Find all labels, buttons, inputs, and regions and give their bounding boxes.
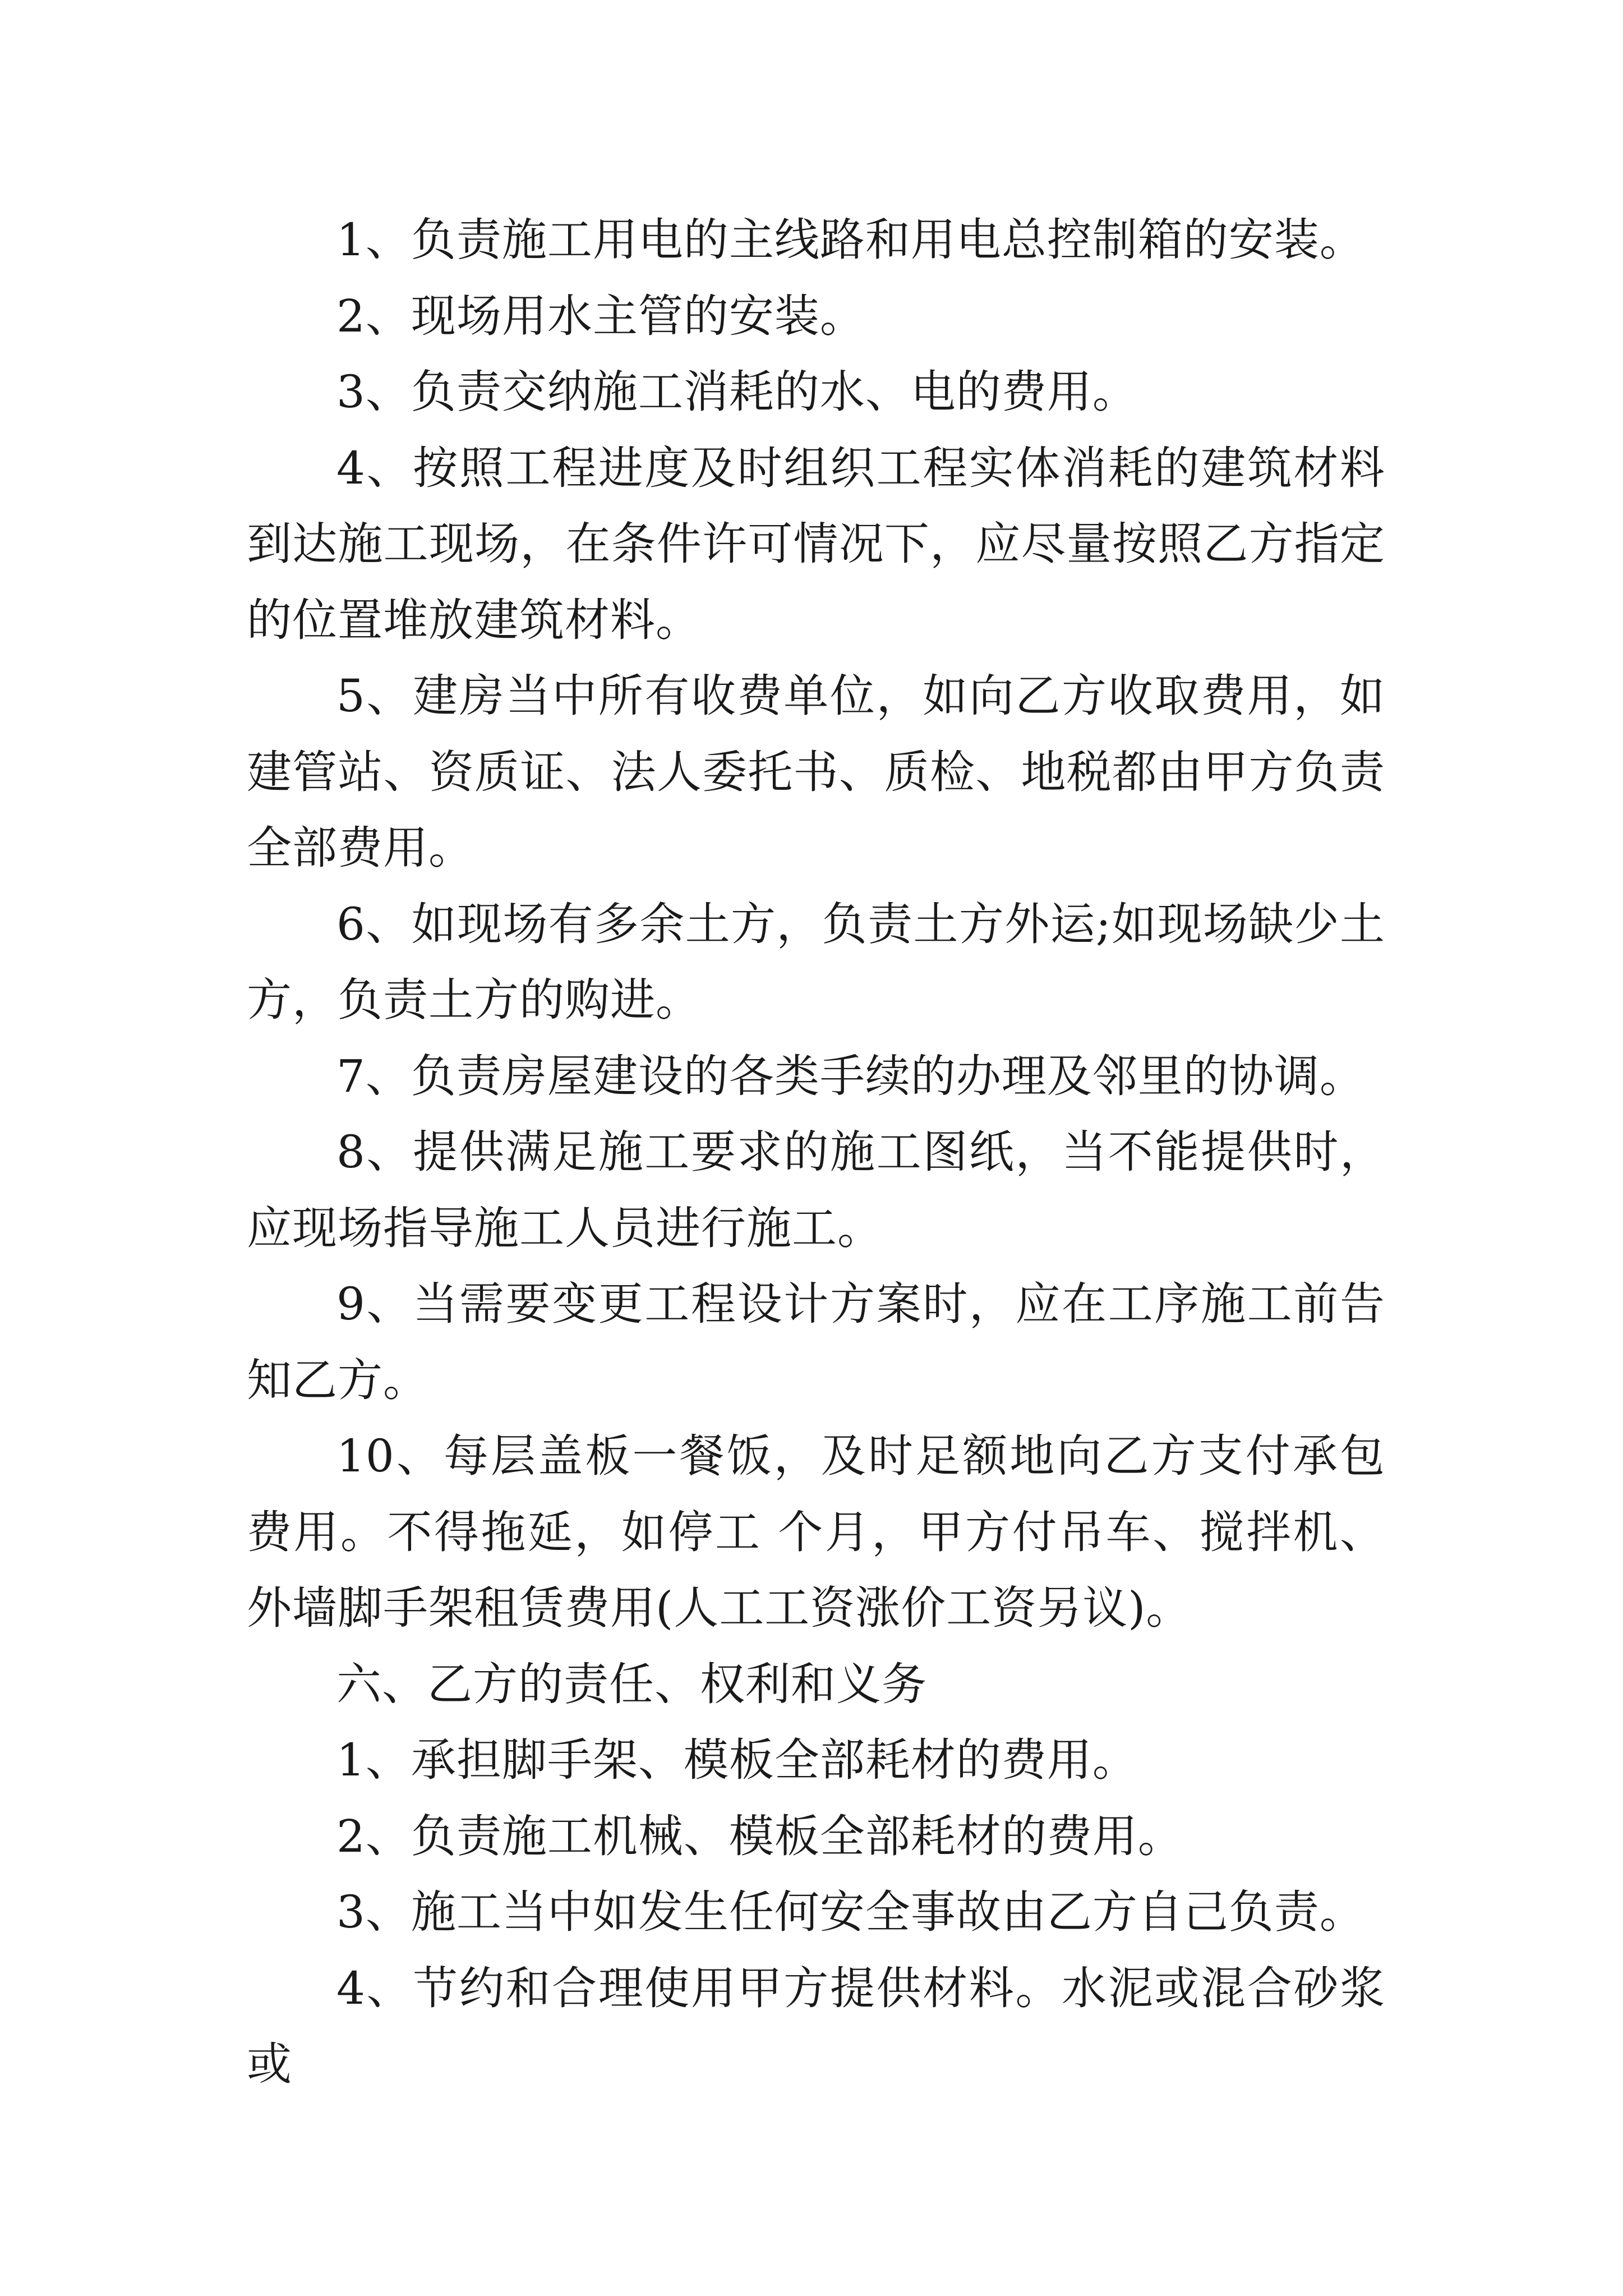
paragraph-3: 3、负责交纳施工消耗的水、电的费用。 [336, 366, 1138, 418]
paragraph-11: 1、承担脚手架、模板全部耗材的费用。 [336, 1734, 1138, 1786]
section-heading: 六、乙方的责任、权利和义务 [336, 1658, 927, 1710]
paragraph-14: 4、节约和合理使用甲方提供材料。水泥或混合砂浆或 [247, 1962, 1385, 2090]
paragraph-6: 6、如现场有多余土方，负责土方外运;如现场缺少土方，负责土方的购进。 [247, 898, 1385, 1026]
paragraph-1: 1、负责施工用电的主线路和用电总控制箱的安装。 [336, 214, 1365, 266]
paragraph-13: 3、施工当中如发生任何安全事故由乙方自己负责。 [336, 1886, 1365, 1938]
paragraph-8: 8、提供满足施工要求的施工图纸，当不能提供时，应现场指导施工人员进行施工。 [247, 1126, 1385, 1254]
paragraph-10: 10、每层盖板一餐饭，及时足额地向乙方支付承包费用。不得拖延，如停工 个月，甲方付吊车、搅拌机、外墙脚手架租赁费用(人工工资涨价工资另议)。 [247, 1430, 1385, 1634]
paragraph-4: 4、按照工程进度及时组织工程实体消耗的建筑材料到达施工现场，在条件许可情况下，应尽量按照乙方指定的位置堆放建筑材料。 [247, 441, 1385, 646]
document-body [247, 202, 1385, 2102]
paragraph-9: 9、当需要变更工程设计方案时，应在工序施工前告知乙方。 [247, 1278, 1385, 1406]
paragraph-7: 7、负责房屋建设的各类手续的办理及邻里的协调。 [336, 1050, 1365, 1102]
paragraph-5: 5、建房当中所有收费单位，如向乙方收取费用，如建管站、资质证、法人委托书、质检、地税都由甲方负责全部费用。 [247, 670, 1385, 874]
paragraph-12: 2、负责施工机械、模板全部耗材的费用。 [336, 1810, 1183, 1862]
paragraph-2: 2、现场用水主管的安装。 [336, 289, 865, 342]
